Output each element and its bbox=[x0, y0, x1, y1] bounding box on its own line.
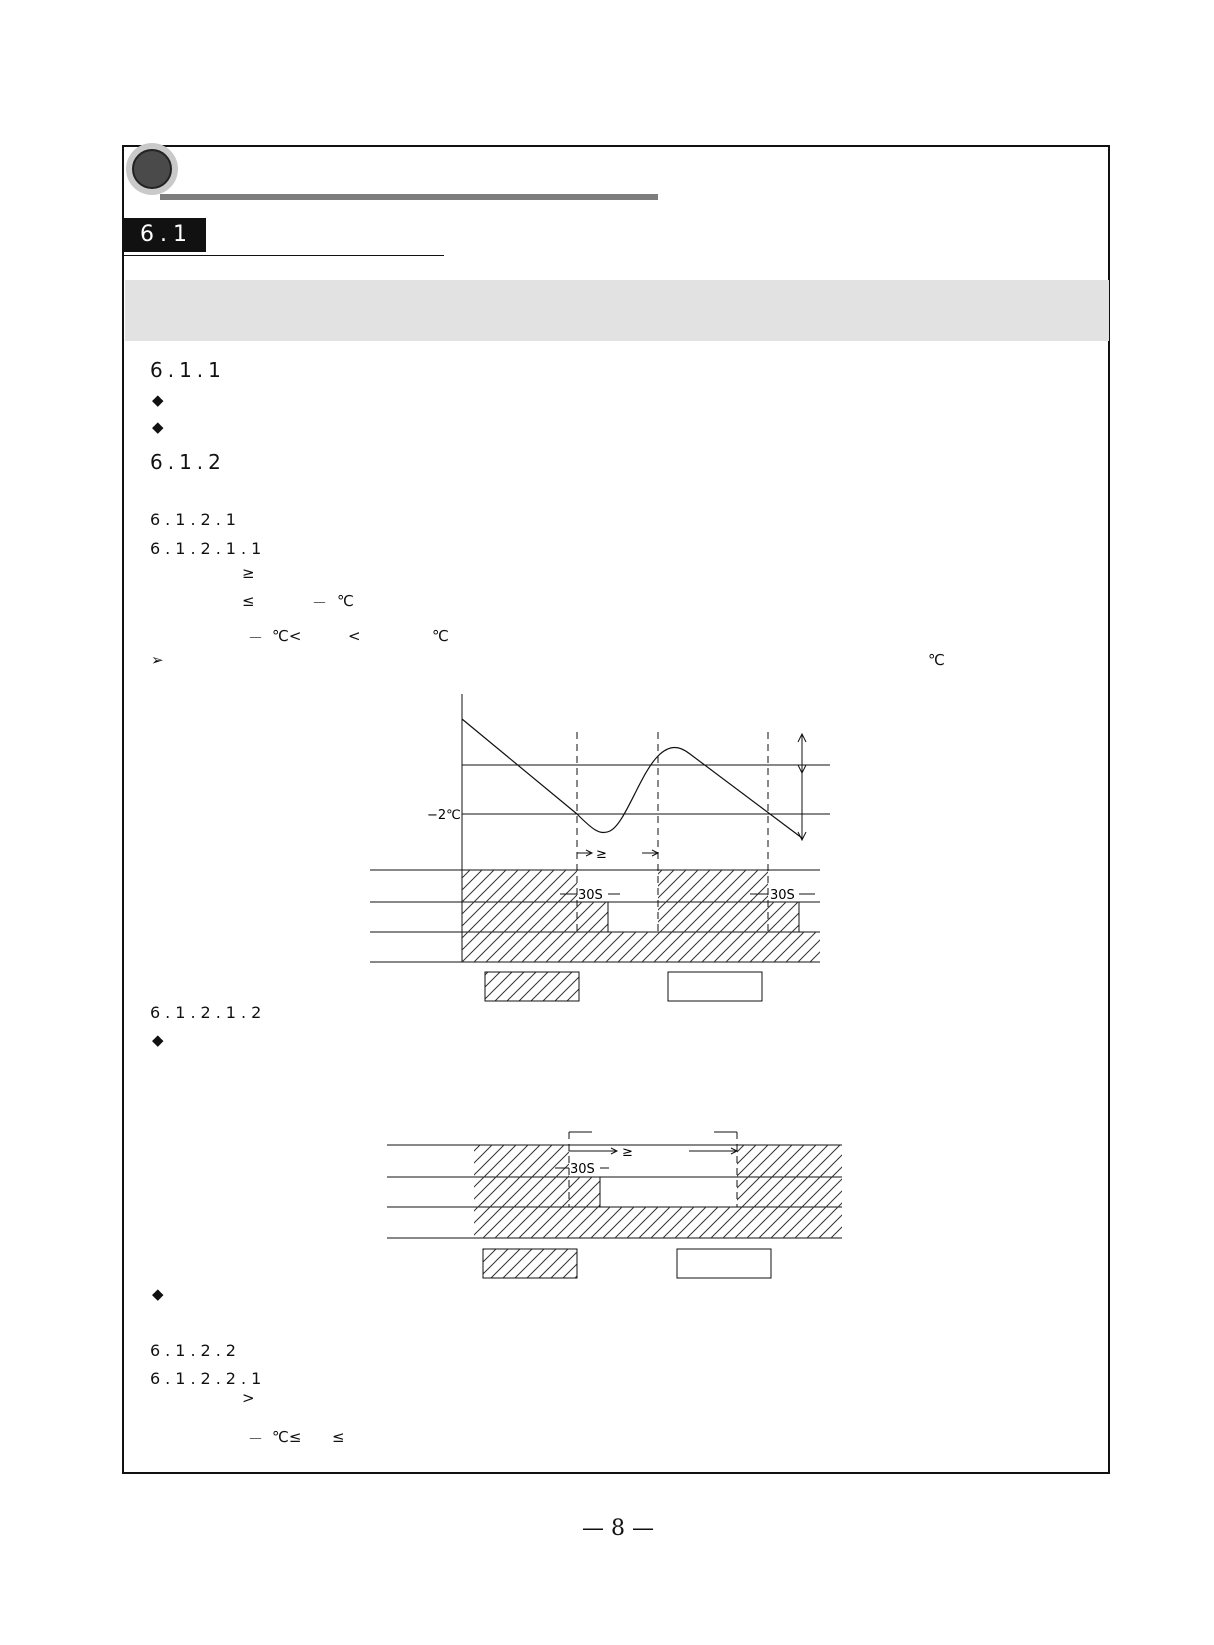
interval-symbol: ≥ bbox=[596, 847, 607, 862]
condition-symbol: ℃< bbox=[272, 627, 302, 645]
heading-6-1-1: 6.1.1 bbox=[150, 358, 226, 382]
condition-symbol: ℃ bbox=[432, 627, 449, 645]
page-number: — 8 — bbox=[582, 1516, 654, 1541]
bullet-diamond-icon: ◆ bbox=[152, 391, 164, 409]
condition-symbol: － bbox=[312, 594, 328, 612]
bullet-arrow-icon: ➢ bbox=[151, 651, 164, 669]
delay-label: 30S bbox=[770, 888, 795, 903]
heading-6-1-2-1-2: 6.1.2.1.2 bbox=[150, 1003, 267, 1022]
condition-symbol: ℃ bbox=[928, 651, 945, 669]
condition-symbol: ℃≤ bbox=[272, 1428, 302, 1446]
condition-symbol: ℃ bbox=[337, 592, 354, 610]
section-title-rule bbox=[124, 255, 444, 256]
heading-6-1-2-1-1: 6.1.2.1.1 bbox=[150, 539, 267, 558]
chapter-title-rule bbox=[160, 194, 658, 200]
timing-diagram-1 bbox=[370, 694, 840, 1004]
bullet-diamond-icon: ◆ bbox=[152, 1031, 164, 1049]
section-number-badge: 6.1 bbox=[124, 218, 206, 252]
heading-6-1-2-2-1: 6.1.2.2.1 bbox=[150, 1369, 267, 1388]
condition-symbol: ≤ bbox=[242, 592, 255, 610]
timing-diagram-2 bbox=[387, 1130, 857, 1290]
bullet-diamond-icon: ◆ bbox=[152, 418, 164, 436]
heading-6-1-2-2: 6.1.2.2 bbox=[150, 1341, 241, 1360]
chapter-bullet-icon bbox=[126, 143, 178, 195]
bullet-diamond-icon: ◆ bbox=[152, 1285, 164, 1303]
interval-symbol: ≥ bbox=[622, 1145, 633, 1160]
temperature-label: −2℃ bbox=[427, 808, 461, 823]
condition-symbol: < bbox=[348, 627, 361, 645]
condition-symbol: ≤ bbox=[332, 1428, 345, 1446]
condition-symbol: > bbox=[242, 1389, 255, 1407]
delay-label: 30S bbox=[570, 1162, 595, 1177]
condition-symbol: － bbox=[248, 629, 264, 647]
heading-6-1-2: 6.1.2 bbox=[150, 450, 226, 474]
condition-symbol: － bbox=[248, 1430, 264, 1448]
section-summary-band bbox=[125, 280, 1109, 341]
delay-label: 30S bbox=[578, 888, 603, 903]
heading-6-1-2-1: 6.1.2.1 bbox=[150, 510, 241, 529]
condition-symbol: ≥ bbox=[242, 564, 255, 582]
